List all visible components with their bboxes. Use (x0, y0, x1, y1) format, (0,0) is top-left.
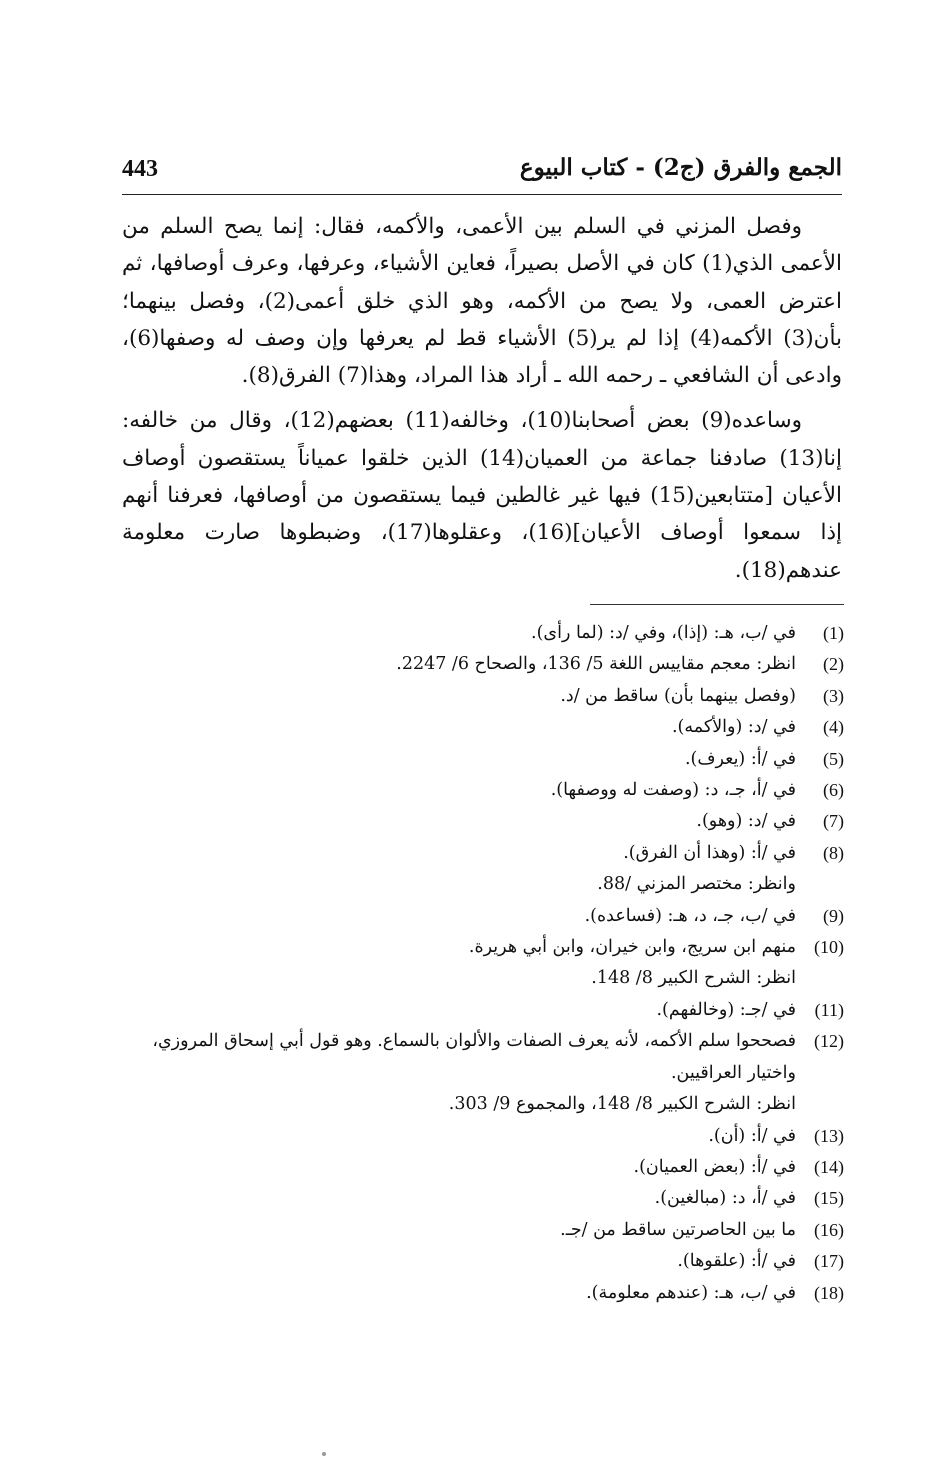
footnote (122, 1215, 844, 1246)
footnote-number: (4) (823, 717, 844, 738)
footnote-text: في /أ: (وهذا أن الفرق). (623, 842, 796, 863)
footnote-text: منهم ابن سريج، وابن خيران، وابن أبي هريرة. (468, 937, 796, 958)
scan-speck (322, 1452, 326, 1456)
footnote-number: (2) (823, 654, 844, 675)
footnote-divider (590, 604, 844, 605)
page-header (122, 150, 842, 192)
footnote-text: في /أ: (علقوها). (677, 1251, 796, 1272)
footnote (122, 649, 844, 680)
paragraph: وساعده(9) بعض أصحابنا(10)، وخالفه(11) بعضهم(12)، وقال من خالفه: إنا(13) صادفنا جماعة من العميان(14) الذين خلقوا عمياناً يستقصون أوصاف الأعيان [متتابعين(15) فيها غير غالطين فيما يستقصون من أوصافها، فعرفنا أنهم إذا سمعوا أوصاف الأعيان](16)، وعقلوها(17)، وضبطوها صارت معلومة عندهم(18). (122, 408, 843, 583)
footnote (122, 1183, 844, 1214)
footnote-text: انظر: معجم مقاييس اللغة 5/ 136، والصحاح 6/ 2247. (396, 654, 796, 675)
footnote (122, 932, 844, 995)
footnote-number: (1) (823, 623, 844, 643)
footnote-number: (7) (823, 811, 844, 832)
footnote-text: وانظر: مختصر المزني /88. (597, 874, 796, 895)
footnote (122, 1026, 844, 1120)
footnote (122, 1278, 844, 1309)
footnote (122, 712, 844, 743)
footnote (122, 901, 844, 932)
footnotes (122, 618, 844, 1309)
footnote-text: انظر: الشرح الكبير 8/ 148. (591, 968, 796, 989)
footnote (122, 618, 844, 649)
footnote-number: (16) (814, 1219, 844, 1240)
footnote-text: في /أ: (أن). (708, 1125, 796, 1146)
footnote-number: (9) (823, 905, 844, 926)
footnote-number: (11) (814, 999, 844, 1020)
footnote (122, 744, 844, 775)
footnote-number: (12) (814, 1031, 844, 1052)
footnote (122, 1121, 844, 1152)
footnote-text: ما بين الحاصرتين ساقط من /جـ. (560, 1219, 796, 1240)
footnote (122, 806, 844, 837)
footnote-number: (10) (814, 937, 844, 958)
footnote-text: في /أ، جـ، د: (وصفت له ووصفها). (550, 780, 796, 801)
footnote-number: (8) (823, 842, 844, 863)
footnote (122, 1246, 844, 1277)
header-divider (122, 194, 842, 195)
footnote (122, 838, 844, 901)
footnote-number: (17) (814, 1251, 844, 1272)
paragraph: وفصل المزني في السلم بين الأعمى، والأكمه، فقال: إنما يصح السلم من الأعمى الذي(1) كان في الأصل بصيراً، فعاين الأشياء، وعرفها، وعرف أوصافها، ثم اعترض العمى، ولا يصح من الأكمه، وهو الذي خلق أعمى(2)، وفصل بينهما؛ بأن(3) الأكمه(4) إذا لم ير(5) الأشياء قط لم يعرفها وإن وصف له وصفها(6)، وادعى أن الشافعي ـ رحمه الله ـ أراد هذا المراد، وهذا(7) الفرق(8). (122, 214, 842, 389)
footnote-text: في /جـ: (وخالفهم). (656, 999, 796, 1020)
footnote (122, 775, 844, 806)
main-text (122, 208, 842, 597)
footnote-number: (6) (823, 780, 844, 801)
footnote-text: في /ب، هـ: (عندهم معلومة). (586, 1282, 796, 1303)
footnote-number: (18) (814, 1282, 844, 1303)
footnote-text: في /أ، د: (مبالغين). (654, 1188, 796, 1209)
footnote-number: (3) (823, 685, 844, 706)
page-number: 443 (122, 156, 158, 182)
footnote-text: انظر: الشرح الكبير 8/ 148، والمجموع 9/ 303. (448, 1094, 796, 1115)
footnote (122, 681, 844, 712)
footnote-text: في /أ: (بعض العميان). (633, 1156, 796, 1177)
footnote-text: في /د: (وهو). (696, 811, 796, 832)
footnote-number: (14) (814, 1156, 844, 1177)
footnote (122, 995, 844, 1026)
footnote (122, 1152, 844, 1183)
footnote-text: في /أ: (يعرف). (684, 748, 796, 769)
footnote-text: في /ب، هـ: (إذا)، وفي /د: (لما رأى). (531, 623, 796, 643)
footnote-text: (وفصل بينهما بأن) ساقط من /د. (560, 685, 796, 706)
footnote-text: في /ب، جـ، د، هـ: (فساعده). (584, 905, 796, 926)
footnote-number: (15) (814, 1188, 844, 1209)
footnote-number: (13) (814, 1125, 844, 1146)
footnote-text: في /د: (والأكمه). (671, 717, 796, 738)
footnote-number: (5) (823, 748, 844, 769)
running-title: الجمع والفرق (ج2) - كتاب البيوع (519, 154, 842, 181)
footnote-text: فصححوا سلم الأكمه، لأنه يعرف الصفات والألوان بالسماع. وهو قول أبي إسحاق المروزي، واختيار العراقيين. (152, 1031, 796, 1083)
